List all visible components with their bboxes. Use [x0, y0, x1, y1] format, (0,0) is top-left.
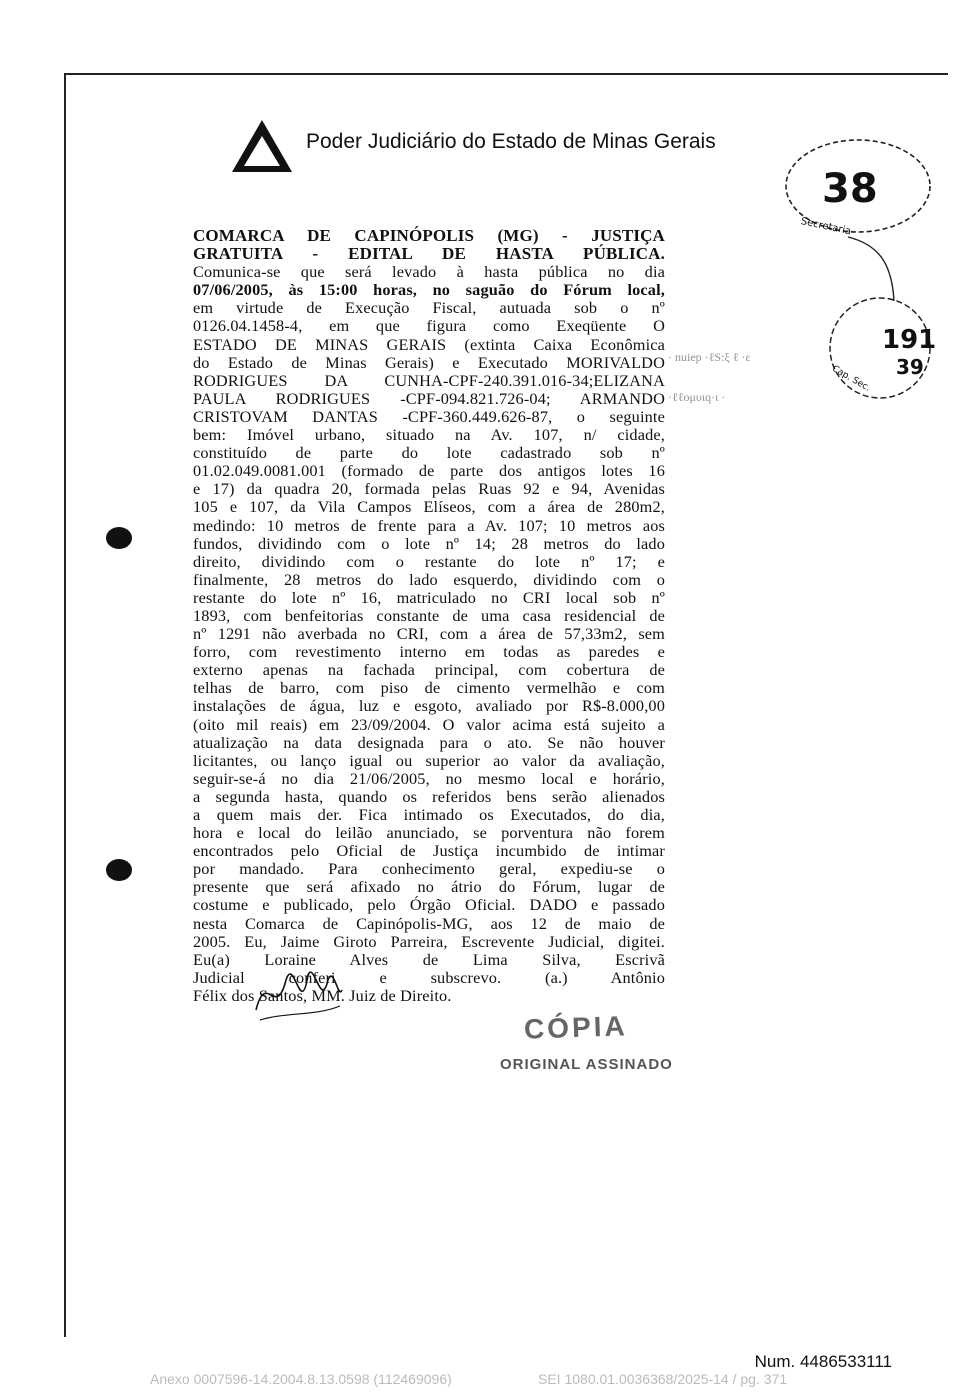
text-line: telhas de barro, com piso de cimento vermelhão e com	[193, 678, 665, 698]
text-line: 07/06/2005, às 15:00 horas, no saguão do Fórum local,	[193, 280, 665, 300]
text-line: 1893, com benfeitorias constante de uma casa residencial de	[193, 605, 665, 625]
text-line: e 17) da quadra 20, formada pelas Ruas 92 e 94, Avenidas	[193, 479, 665, 499]
text-line: atualização na data designada para o ato. Se não houver	[193, 732, 665, 752]
text-line: direito, dividindo com o restante do lote nº 17; e	[193, 551, 665, 571]
text-line: nesta Comarca de Capinópolis-MG, aos 12 de maio de	[193, 913, 665, 933]
text-line: costume e publicado, pelo Órgão Oficial. DADO e passado	[193, 895, 665, 915]
bleed-through-text: ·ℓℓoμυιq·ι ·	[668, 390, 726, 404]
text-line: presente que será afixado no átrio do Fórum, lugar de	[193, 877, 665, 897]
folio-sub-number: 39	[896, 355, 924, 379]
text-line: 01.02.049.0081.001 (formado de parte dos antigos lotes 16	[193, 461, 665, 481]
folio-stamp	[812, 292, 944, 402]
text-line: forro, com revestimento interno em todas as paredes e	[193, 642, 665, 662]
text-line: (oito mil reais) em 23/09/2004. O valor acima está sujeito a	[193, 714, 665, 734]
text-line: ESTADO DE MINAS GERAIS (extinta Caixa Econômica	[193, 334, 665, 354]
punch-hole-mark	[106, 527, 132, 549]
text-line: Judicial conferi e subscrevo. (a.) Antônio	[193, 967, 665, 987]
text-line: constituído de parte do lote cadastrado sob nº	[193, 443, 665, 463]
text-line: seguir-se-á no dia 21/06/2005, no mesmo local e horário,	[193, 768, 665, 788]
stamp-number: 38	[822, 166, 878, 212]
text-line: RODRIGUES DA CUNHA-CPF-240.391.016-34;ELIZANA	[193, 370, 665, 390]
original-assinado-stamp: ORIGINAL ASSINADO	[500, 1056, 673, 1073]
text-line: a segunda hasta, quando os referidos bens serão alienados	[193, 786, 665, 806]
text-line: restante do lote nº 16, matriculado no CRI local sob nº	[193, 587, 665, 607]
text-line: licitantes, ou lanço igual ou superior ao valor da avaliação,	[193, 750, 665, 770]
text-line: CRISTOVAM DANTAS -CPF-360.449.626-87, o seguinte	[193, 406, 665, 426]
edital-heading: GRATUITA - EDITAL DE HASTA PÚBLICA.	[193, 244, 665, 264]
text-line: bem: Imóvel urbano, situado na Av. 107, n/ cidade,	[193, 425, 665, 445]
judiciary-triangle-logo	[230, 118, 294, 174]
stamp-label: Secretaria	[799, 216, 853, 238]
document-number: Num. 4486533111	[754, 1352, 892, 1371]
header-title: Poder Judiciário do Estado de Minas Gerais	[306, 130, 716, 153]
text-line: por mandado. Para conhecimento geral, expediu-se o	[193, 859, 665, 879]
sei-reference: SEI 1080.01.0036368/2025-14 / pg. 371	[538, 1371, 788, 1387]
text-line: Eu(a) Loraine Alves de Lima Silva, Escrivã	[193, 949, 665, 969]
text-line: 105 e 107, da Vila Campos Elíseos, com a área de 280m2,	[193, 497, 665, 517]
page-number-stamp	[760, 130, 940, 240]
bleed-through-text: · nuiep ·ℓS:ξ ℓ ·ε	[668, 350, 751, 364]
text-line: nº 1291 não averbada no CRI, com a área de 57,33m2, sem	[193, 624, 665, 644]
text-line: do Estado de Minas Gerais) e Executado MORIVALDO	[193, 352, 665, 372]
text-line: em virtude de Execução Fiscal, autuada sob o nº	[193, 298, 665, 318]
text-line: 2005. Eu, Jaime Giroto Parreira, Escrevente Judicial, digitei.	[193, 931, 665, 951]
text-line: hora e local do leilão anunciado, se porventura não forem	[193, 823, 665, 843]
text-line: externo apenas na fachada principal, com cobertura de	[193, 660, 665, 680]
text-line: finalmente, 28 metros do lado esquerdo, dividindo com o	[193, 569, 665, 589]
folio-number: 191	[882, 325, 937, 355]
text-line: Comunica-se que será levado à hasta pública no dia	[193, 262, 665, 282]
edital-text	[193, 227, 665, 1005]
text-line: Félix dos Santos, MM. Juiz de Direito.	[193, 985, 452, 1005]
text-line: PAULA RODRIGUES -CPF-094.821.726-04; ARMANDO	[193, 388, 665, 408]
folio-label: Cap. Sec.	[830, 363, 872, 394]
text-line: instalações de água, luz e esgoto, avaliado por R$-8.000,00	[193, 696, 665, 716]
handwritten-signature	[246, 950, 346, 1030]
punch-hole-mark	[106, 859, 132, 881]
text-line: a quem mais der. Fica intimado os Executados, do dia,	[193, 805, 665, 824]
text-line: encontrados pelo Oficial de Justiça incumbido de intimar	[193, 841, 665, 861]
text-line: 0126.04.1458-4, em que figura como Exeqüente O	[193, 316, 665, 336]
text-line: medindo: 10 metros de frente para a Av. 107; 10 metros aos	[193, 515, 665, 535]
copia-stamp: CÓPIA	[523, 1010, 629, 1045]
edital-heading: COMARCA DE CAPINÓPOLIS (MG) - JUSTIÇA	[193, 226, 665, 245]
annex-reference: Anexo 0007596-14.2004.8.13.0598 (112469096)	[150, 1371, 452, 1387]
text-line: fundos, dividindo com o lote nº 14; 28 metros do lado	[193, 533, 665, 553]
